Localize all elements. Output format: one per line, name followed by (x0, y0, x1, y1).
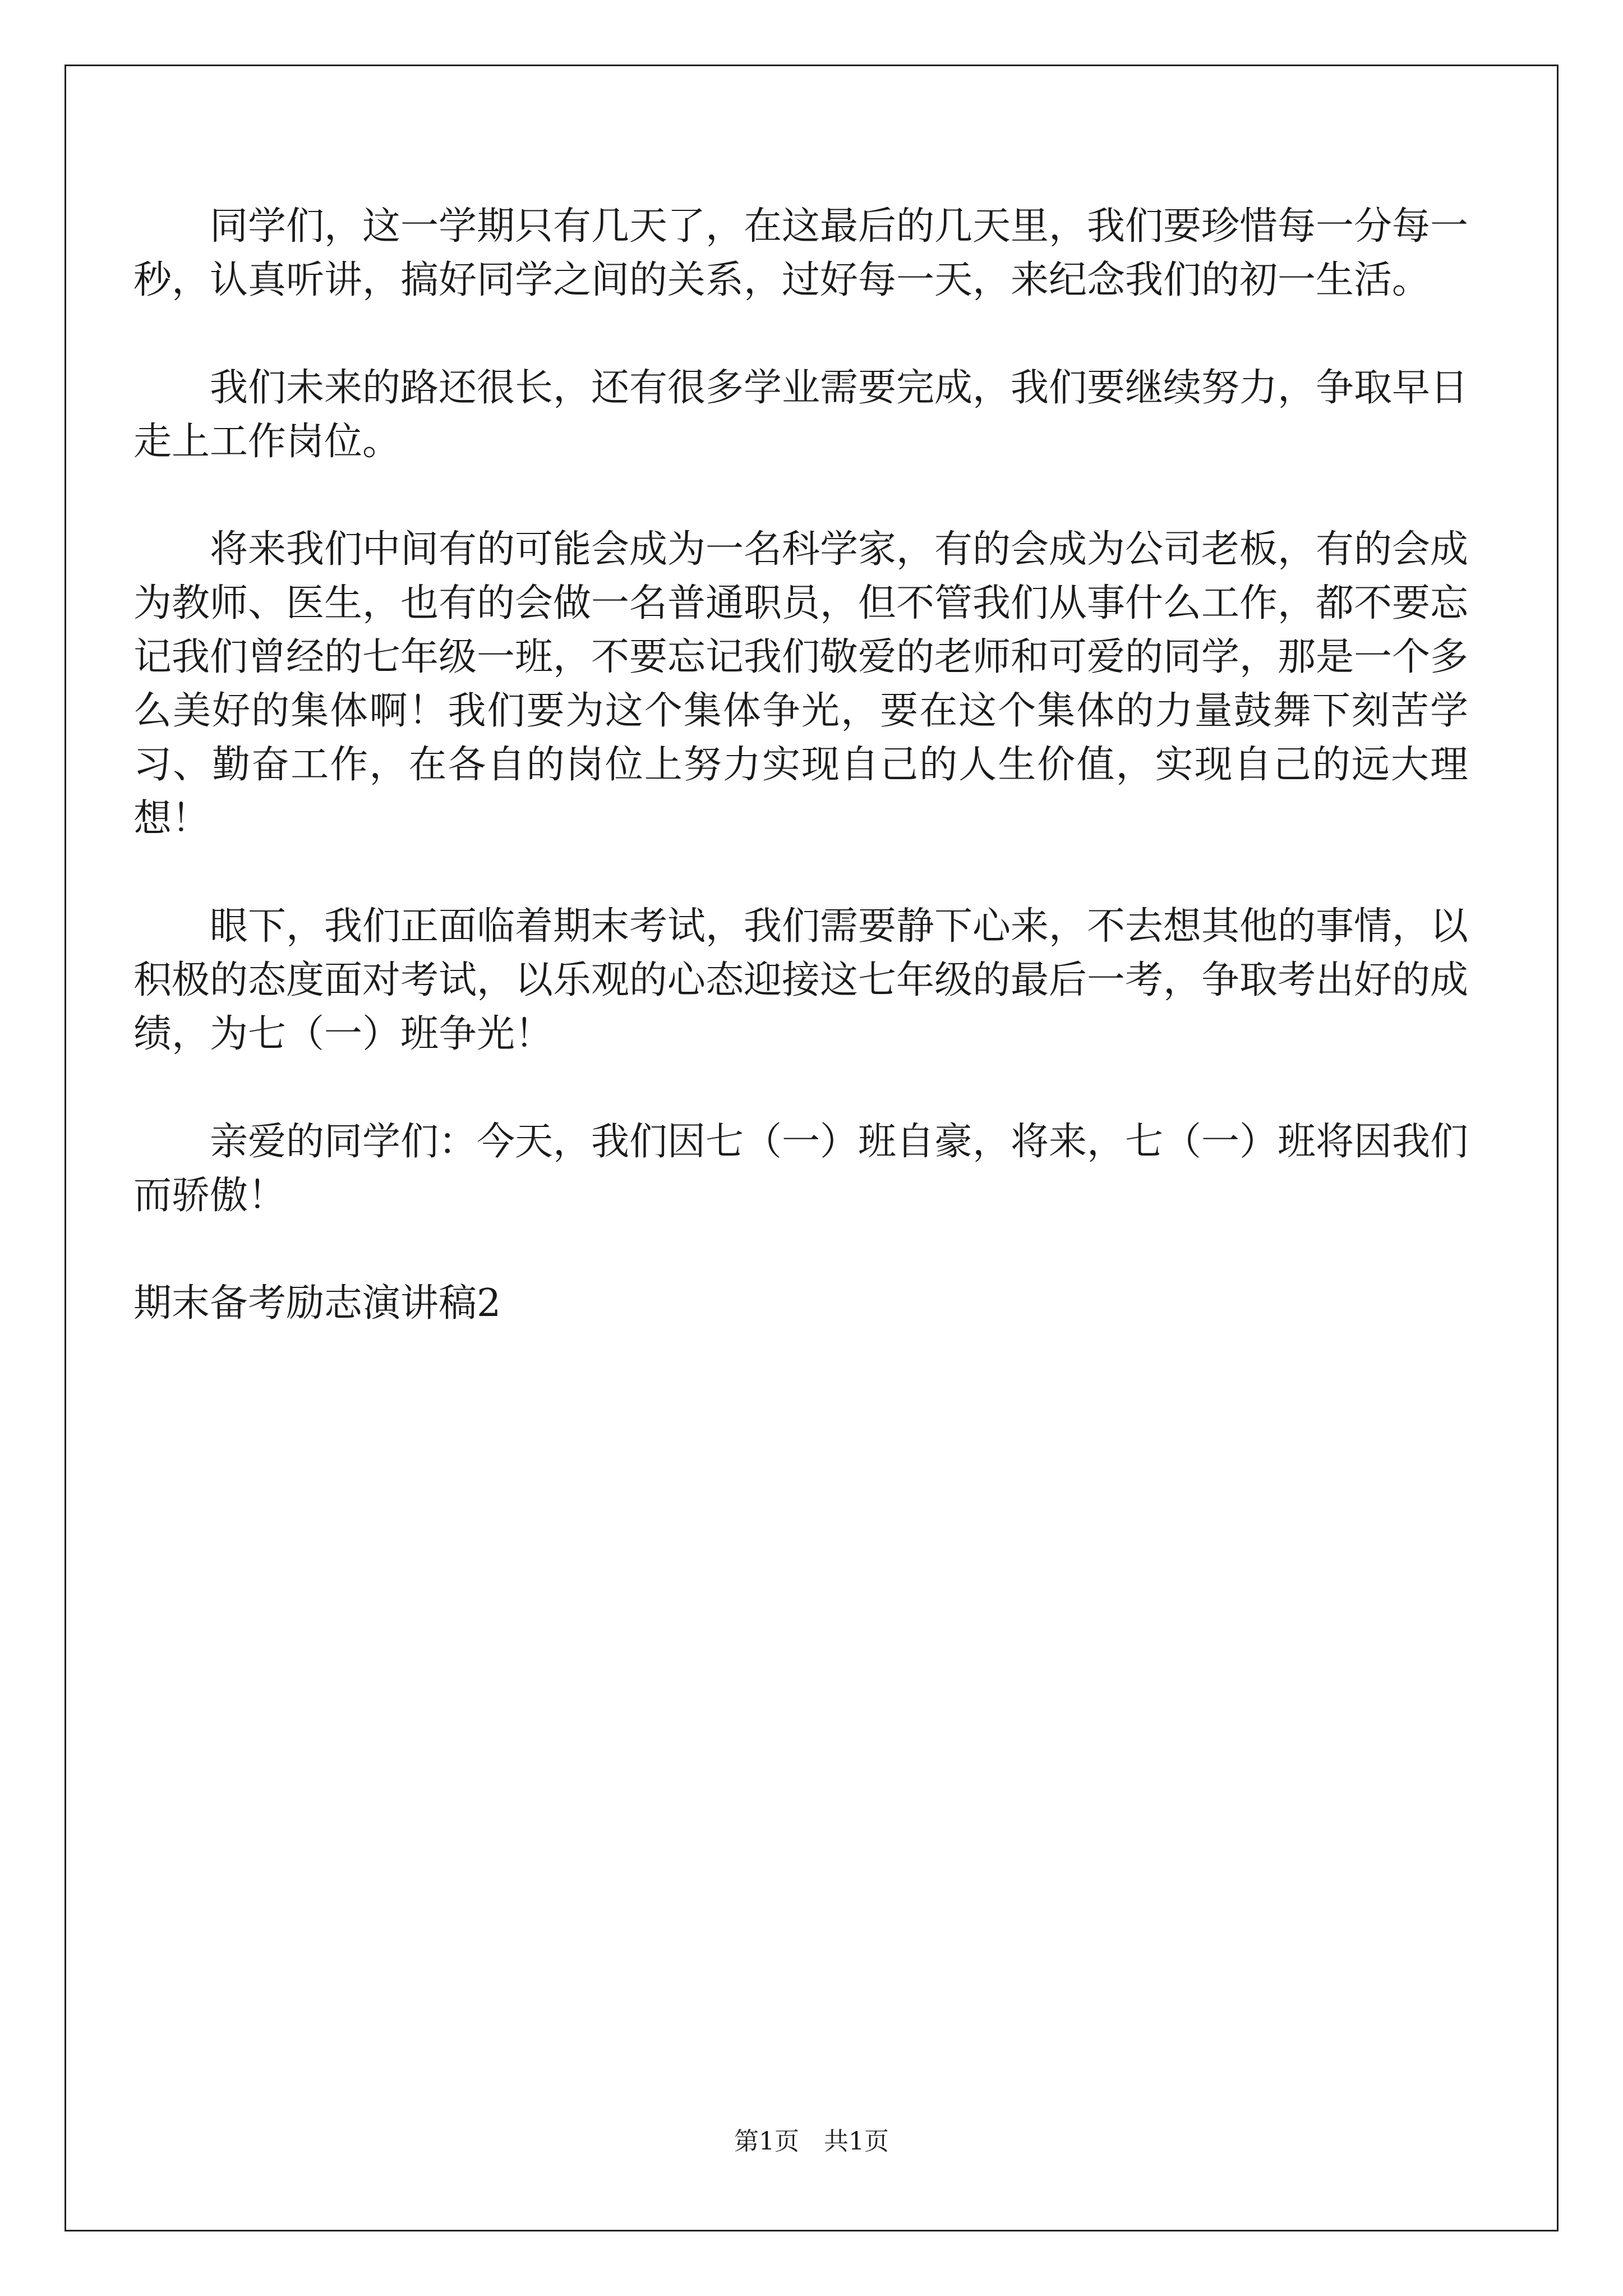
paragraph-4: 眼下，我们正面临着期末考试，我们需要静下心来，不去想其他的事情，以积极的态度面对考试，以乐观的心态迎接这七年级的最后一考，争取考出好的成绩，为七（一）班争光！ (133, 904, 1469, 1056)
paragraph-3: 将来我们中间有的可能会成为一名科学家，有的会成为公司老板，有的会成为教师、医生，也有的会做一名普通职员，但不管我们从事什么工作，都不要忘记我们曾经的七年级一班，不要忘记我们敬爱的老师和可爱的同学，那是一个多么美好的集体啊！我们要为这个集体争光，要在这个集体的力量鼓舞下刻苦学习、勤奋工作，在各自的岗位上努力实现自己的人生价值，实现自己的远大理想！ (133, 527, 1469, 841)
document-body (133, 200, 1468, 1331)
page-total: 共1页 (824, 2127, 889, 2156)
page-number: 第1页 (734, 2127, 799, 2156)
paragraph-2: 我们未来的路还很长，还有很多学业需要完成，我们要继续努力，争取早日走上工作岗位。 (133, 366, 1469, 464)
next-section-title: 期末备考励志演讲稿2 (133, 1281, 501, 1326)
paragraph-1: 同学们，这一学期只有几天了，在这最后的几天里，我们要珍惜每一分每一秒，认真听讲，搞好同学之间的关系，过好每一天，来纪念我们的初一生活。 (133, 204, 1469, 302)
paragraph-5: 亲爱的同学们：今天，我们因七（一）班自豪，将来，七（一）班将因我们而骄傲！ (133, 1120, 1469, 1218)
page-footer (0, 2126, 1623, 2157)
